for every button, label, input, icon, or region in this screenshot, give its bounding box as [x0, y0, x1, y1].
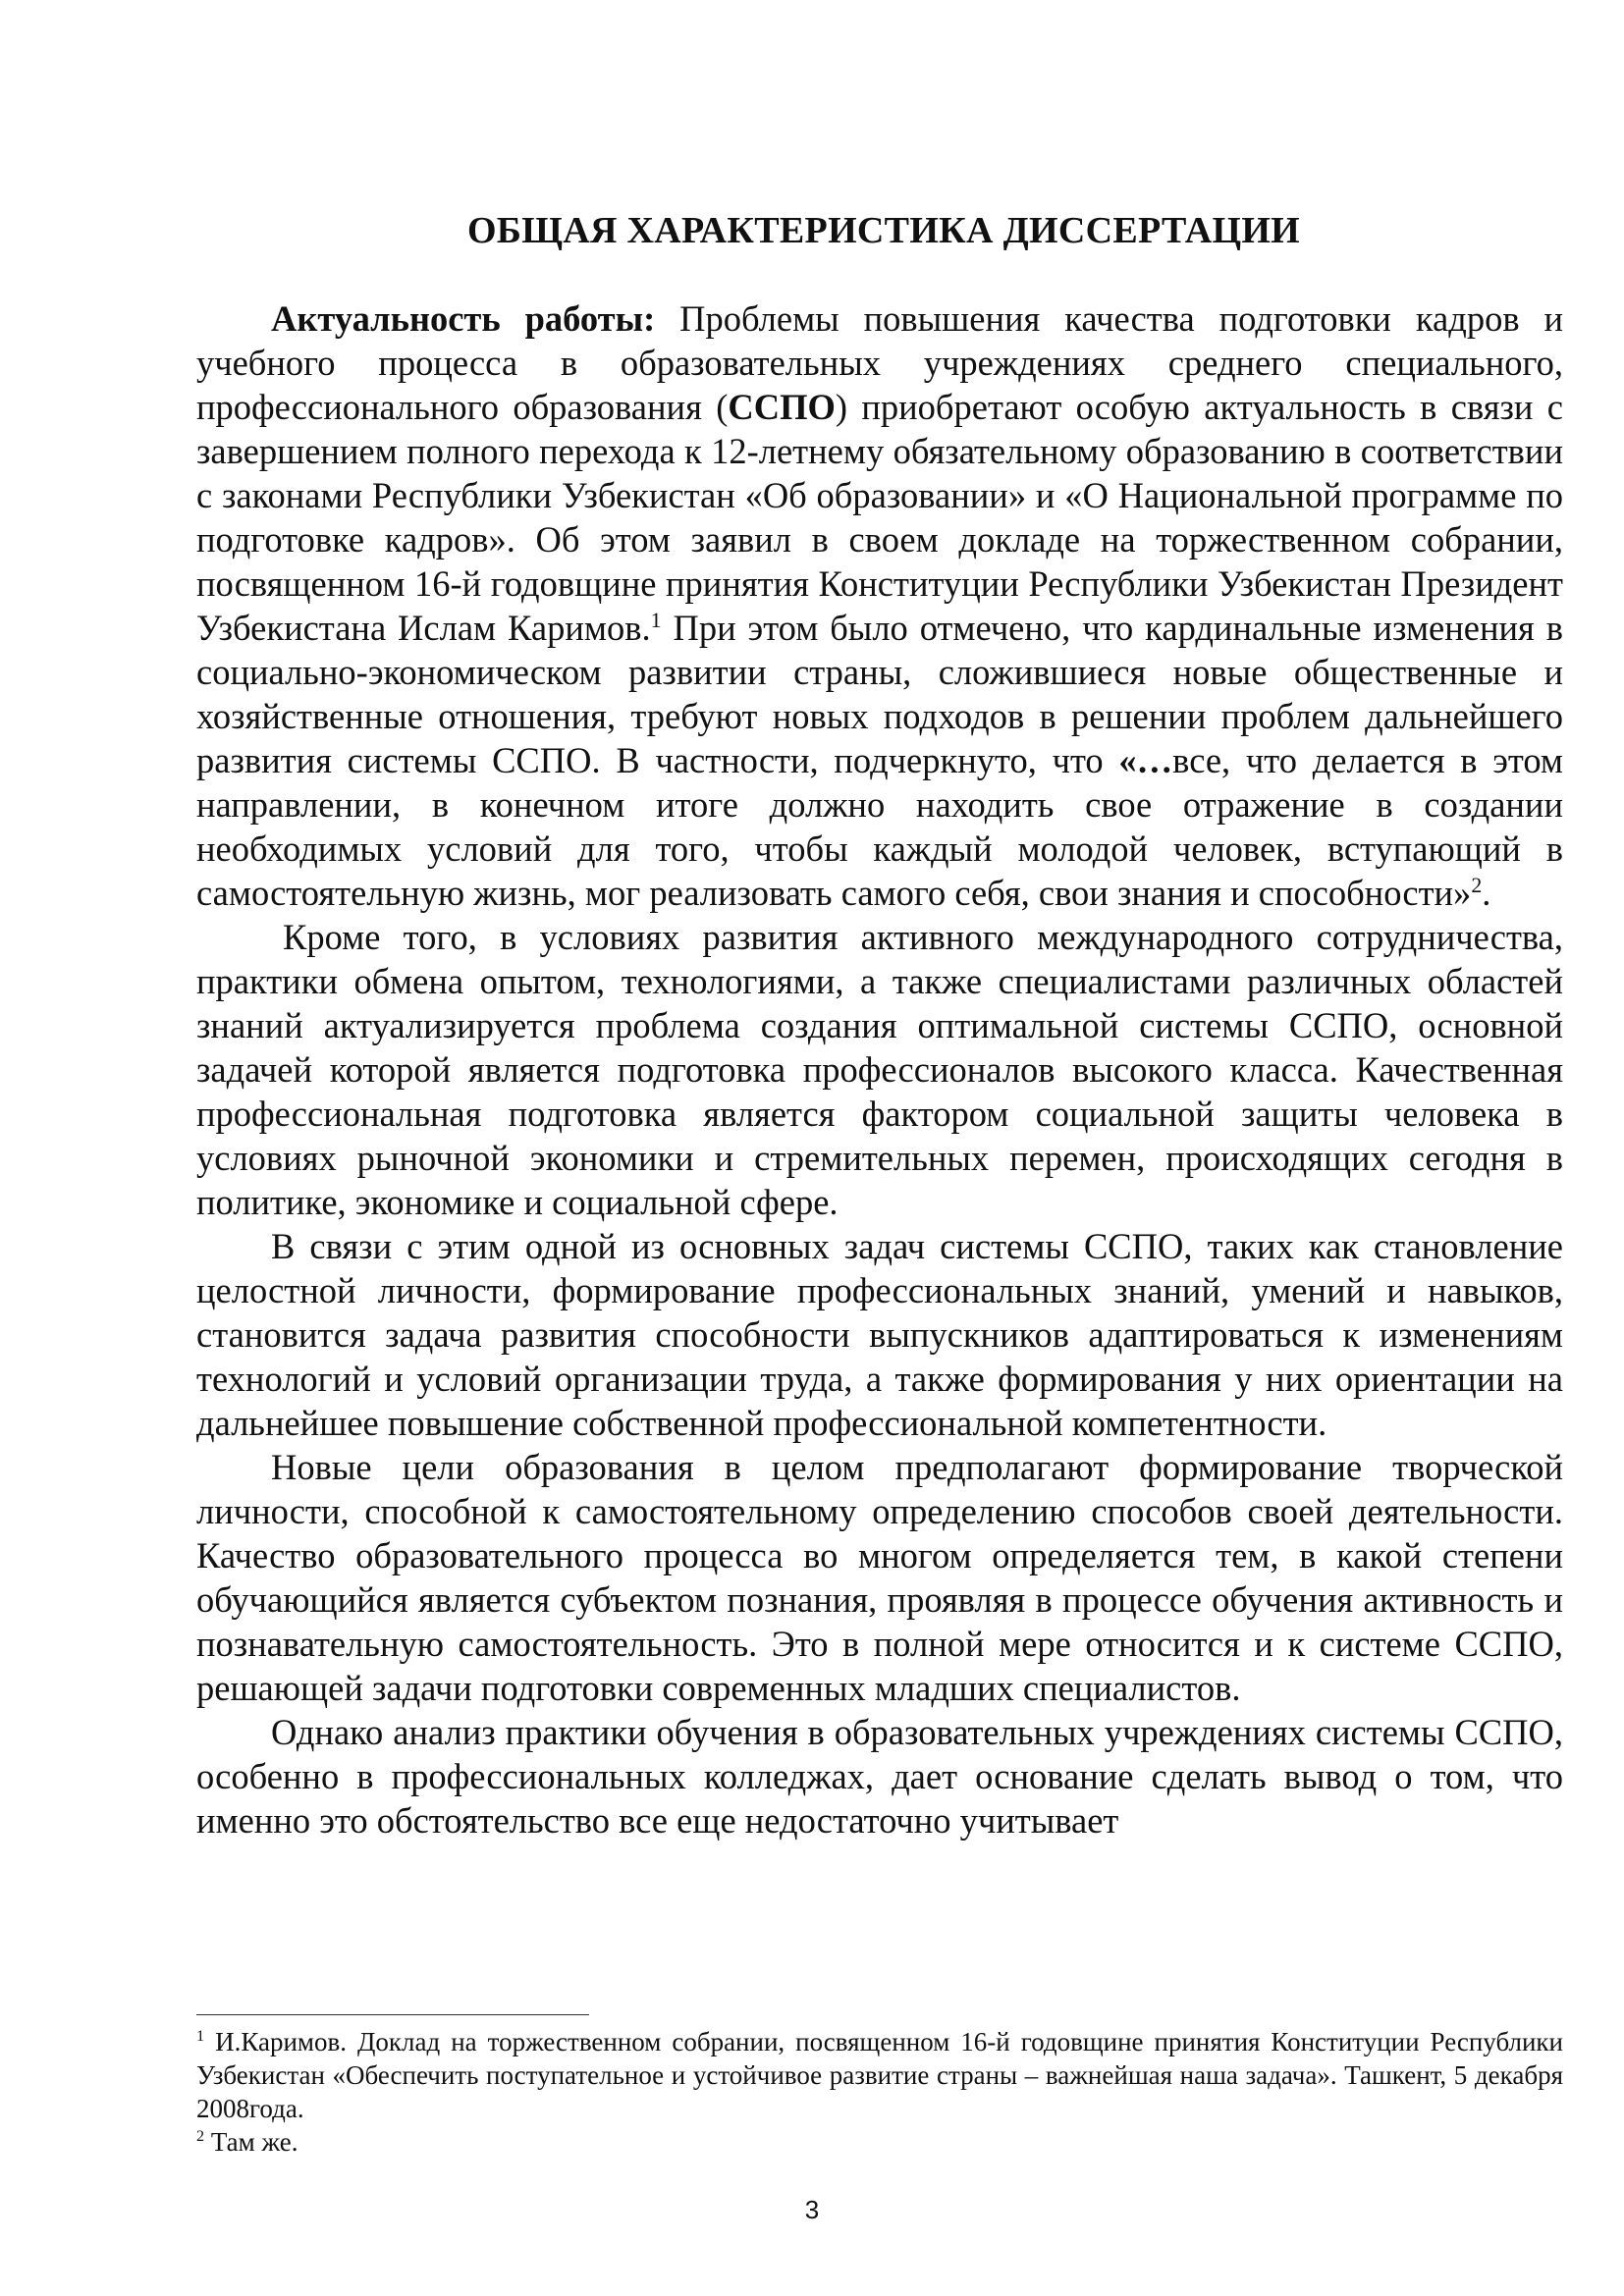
footnote-text: Там же. [204, 2127, 298, 2157]
quotation-text: все, что делается в этом направлении, в конечном итоге должно находить свое отражение в создании необходимых условий для того, чтобы каждый молодой человек, вступающий в самостоятельную жизнь, мог реализовать самого себя, свои знания и способности» [196, 740, 1563, 913]
footnotes [196, 2025, 1563, 2159]
footnote-text: И.Каримов. Доклад на торжественном собрании, посвященном 16-й годовщине принятия Конституции Республики Узбекистан «Обеспечить поступательное и устойчивое развитие страны – важнейшая наша задача». Ташкент, 5 декабря 2008года. [196, 2027, 1563, 2123]
footnote-mark: 2 [196, 2127, 205, 2145]
paragraph-text: При этом было отмечено, что кардинальные изменения в социально-экономическом развитии страны, сложившиеся новые общественные и хозяйственные отношения, требуют новых подходов в решении проблем дальнейшего развития системы ССПО. В частности, подчеркнуто, что [196, 608, 1563, 780]
footnote-ref-1[interactable]: 1 [650, 607, 662, 632]
paragraph-relevance [196, 296, 1563, 915]
paragraph-text: . [1482, 873, 1491, 913]
page-title: ОБЩАЯ ХАРАКТЕРИСТИКА ДИССЕРТАЦИИ [466, 210, 1301, 251]
footnote-ref-2[interactable]: 2 [1471, 872, 1483, 897]
footnote-1 [196, 2025, 1563, 2125]
footnote-2 [196, 2125, 1563, 2159]
abbreviation: ССПО [728, 387, 836, 427]
paragraph: Новые цели образования в целом предполагают формирование творческой личности, способной к самостоятельному определению способов своей деятельности. Качество образовательного процесса во многом определяется тем, в какой степени обучающийся является субъектом познания, проявляя в процессе обучения активность и познавательную самостоятельность. Это в полной мере относится и к системе ССПО, решающей задачи подготовки современных младших специалистов. [196, 1447, 1563, 1708]
footnote-mark: 1 [196, 2027, 205, 2045]
paragraph-text: ) приобретают особую актуальность в связи с завершением полного перехода к 12-летнему обязательному образованию в соответствии с законами Республики Узбекистан «Об образовании» и «О Национальной программе по подготовке кадров». Об этом заявил в своем докладе на торжественном собрании, посвященном 16-й годовщине принятия Конституции Республики Узбекистан Президент Узбекистана Ислам Каримов. [196, 387, 1563, 648]
quote-open: «… [1118, 740, 1173, 780]
page-number: 3 [804, 2195, 820, 2224]
relevance-heading: Актуальность работы: [271, 298, 656, 339]
paragraph: В связи с этим одной из основных задач системы ССПО, таких как становление целостной личности, формирование профессиональных знаний, умений и навыков, становится задача развития способности выпускников адаптироваться к изменениям технологий и условий организации труда, а также формирования у них ориентации на дальнейшее повышение собственной профессиональной компетентности. [196, 1226, 1563, 1443]
paragraph-text: Проблемы повышения качества подготовки кадров и учебного процесса в образовательных учреждениях среднего специального, профессионального образования ( [196, 298, 1563, 427]
paragraph: Кроме того, в условиях развития активного международного сотрудничества, практики обмена опытом, технологиями, а также специалистами различных областей знаний актуализируется проблема создания оптимальной системы ССПО, основной задачей которой является подготовка профессионалов высокого класса. Качественная профессиональная подготовка является фактором социальной защиты человека в условиях рыночной экономики и стремительных перемен, происходящих сегодня в политике, экономике и социальной сфере. [196, 917, 1563, 1222]
footnote-separator [196, 2014, 589, 2015]
paragraph: Однако анализ практики обучения в образовательных учреждениях системы ССПО, особенно в профессиональных колледжах, дает основание сделать вывод о том, что именно это обстоятельство все еще недостаточно учитывает [196, 1712, 1563, 1841]
body-text [196, 296, 1563, 1842]
